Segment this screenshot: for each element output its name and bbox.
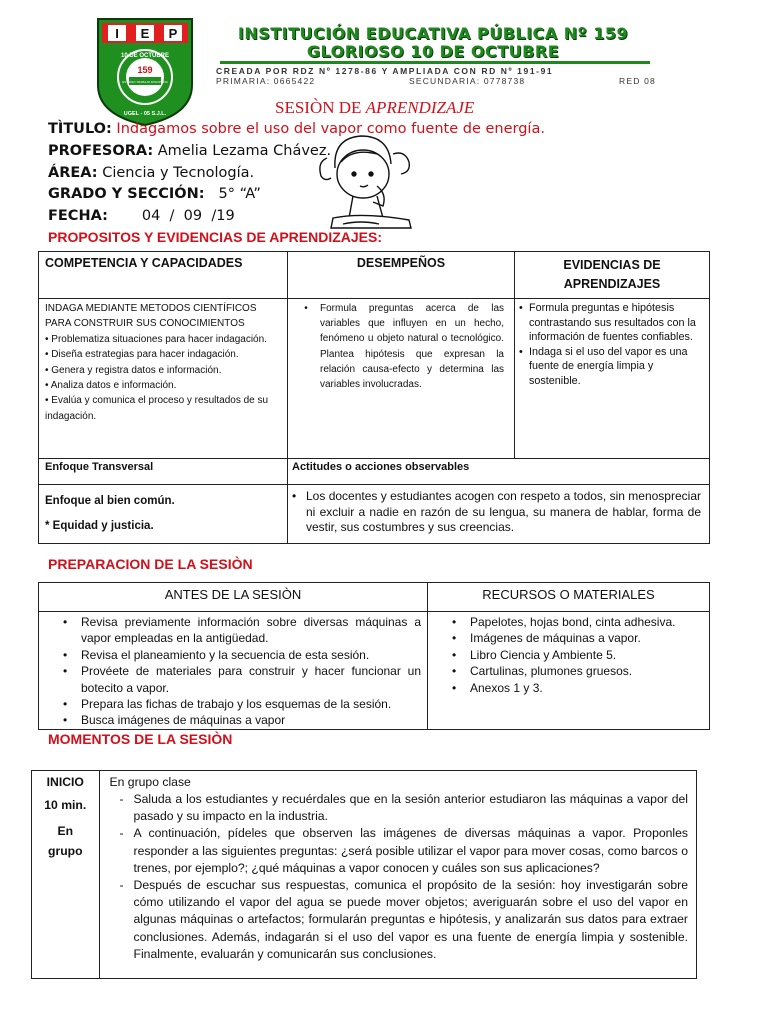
logo-letter-3: P — [168, 26, 178, 41]
titulo-line — [48, 121, 545, 137]
area-line — [48, 165, 254, 181]
evidencia-text: Indaga si el uso del vapor es una fuente de energía limpia y sostenible. — [529, 345, 688, 387]
titulo-label: TÌTULO: — [48, 121, 112, 137]
grupo-clase-label: En grupo clase — [109, 775, 191, 789]
competencia-cell — [39, 299, 288, 459]
logo-band: ESTUDIO TRABAJO DISCIPLINA — [122, 80, 168, 84]
inicio-step: - A continuación, pídeles que observen las imágenes de diversas máquinas a vapor. Proponles responder a las siguientes preguntas: ¿será posible utilizar el vapor para mover cosas, como barcos o trenes, por ejemplo?; ¿qué máquinas a vapor conocen y cuáles son sus aplicaciones? — [110, 825, 688, 877]
propositos-table — [38, 251, 710, 544]
capacidad-item: • Diseña estrategias para hacer indagación. — [45, 349, 239, 361]
antes-cell — [39, 612, 428, 730]
antes-item: • Busca imágenes de máquinas a vapor — [55, 712, 421, 728]
recurso-item: • Anexos 1 y 3. — [444, 680, 703, 696]
fecha-label: FECHA: — [48, 208, 108, 224]
page-title — [275, 98, 474, 118]
girl-thinking-illustration — [313, 128, 425, 232]
grado-line — [48, 186, 261, 202]
inicio-step: - Saluda a los estudiantes y recuérdales que en la sesión anterior estudiaron las máquinas a vapor del pasado y su impacto en la industria. — [110, 791, 688, 825]
fecha-value: 04 / 09 /19 — [141, 208, 235, 224]
evidencia-text: Formula preguntas e hipótesis contrastando sus resultados con la información de fuentes confiables. — [529, 302, 696, 344]
creation-decree: CREADA POR RDZ Nº 1278-86 Y AMPLIADA CON RD Nº 191-91 — [216, 66, 554, 76]
recurso-item: • Cartulinas, plumones gruesos. — [444, 663, 703, 679]
grado-value: 5° “A” — [218, 186, 261, 202]
inicio-group: En grupo — [48, 824, 83, 858]
capacidad-item: • Evalúa y comunica el proceso y resultados de su indagación. — [45, 395, 269, 422]
institution-name: INSTITUCIÓN EDUCATIVA PÚBLICA Nº 159 — [237, 24, 629, 43]
recurso-item: • Papelotes, hojas bond, cinta adhesiva. — [444, 614, 703, 630]
recursos-header: RECURSOS O MATERIALES — [428, 583, 710, 612]
propositos-heading: PROPOSITOS Y EVIDENCIAS DE APRENDIZAJES: — [48, 229, 383, 245]
enfoque-header: Enfoque Transversal — [39, 459, 288, 485]
secundaria-code: SECUNDARIA: 0778738 — [408, 76, 526, 86]
inicio-time: 10 min. — [44, 798, 87, 812]
titulo-value: Indagamos sobre el uso del vapor como fuente de energía. — [111, 121, 545, 137]
enfoque-bien-comun: Enfoque al bien común. — [45, 495, 175, 507]
desempenos-cell — [288, 299, 515, 459]
header-rule — [220, 61, 650, 64]
header-evidencias: EVIDENCIAS DE APRENDIZAJES — [515, 252, 710, 299]
profesora-line — [48, 143, 331, 159]
capacidad-item: • Analiza datos e información. — [45, 380, 177, 392]
title-part-1: SESIÒN DE — [275, 98, 366, 117]
logo-letter-2: E — [140, 26, 150, 41]
logo-number: 159 — [137, 65, 153, 75]
momentos-table — [31, 770, 697, 979]
actitud-item — [292, 489, 701, 536]
recurso-item: • Imágenes de máquinas a vapor. — [444, 630, 703, 646]
bullet-icon: • — [292, 489, 297, 503]
logo-motto: 10 DE OCTUBRE — [120, 53, 170, 59]
title-part-2: APRENDIZAJE — [365, 98, 475, 117]
actitud-text: Los docentes y estudiantes acogen con respeto a todos, sin menospreciar ni excluir a nadie en razón de su lengua, su manera de hablar, forma de vestir, sus costumbres y sus creencias. — [306, 489, 701, 535]
desempeno-item — [292, 301, 504, 392]
desempeno-text: Formula preguntas acerca de las variables que influyen en un hecho, fenómeno u objeto natural o tecnológico. Plantea hipótesis que expresan la relación causa-efecto y determina las variables involucradas. — [320, 303, 504, 391]
evidencia-item — [519, 301, 701, 345]
bullet-icon: • — [304, 303, 308, 314]
capacidad-item: • Problematiza situaciones para hacer indagación. — [45, 333, 267, 345]
fecha-line — [48, 208, 235, 224]
area-label: ÁREA: — [48, 165, 98, 181]
bullet-icon: • — [519, 302, 523, 314]
inicio-content — [99, 771, 696, 979]
profesora-value: Amelia Lezama Chávez. — [153, 143, 332, 159]
red-code: RED 08 — [619, 76, 656, 86]
antes-item: • Revisa previamente información sobre diversas máquinas a vapor empleadas en la antigüedad. — [55, 614, 421, 647]
recurso-item: • Libro Ciencia y Ambiente 5. — [444, 647, 703, 663]
actitud-cell — [288, 485, 710, 544]
antes-item: • Provéete de materiales para construir y hacer funcionar un botecito a vapor. — [55, 663, 421, 696]
antes-item: • Prepara las fichas de trabajo y los esquemas de la sesión. — [55, 696, 421, 712]
inicio-cell — [32, 771, 100, 979]
evidencia-item — [519, 345, 701, 389]
capacidad-item: • Genera y registra datos e información. — [45, 364, 222, 376]
logo-letter-1: I — [115, 26, 119, 41]
competencia-title: INDAGA MEDIANTE METODOS CIENTÍFICOS PARA CONSTRUIR SUS CONOCIMIENTOS — [45, 303, 257, 330]
inicio-label: INICIO — [46, 775, 84, 789]
antes-header: ANTES DE LA SESIÒN — [39, 583, 428, 612]
enfoque-equidad: * Equidad y justicia. — [45, 520, 154, 532]
profesora-label: PROFESORA: — [48, 143, 154, 159]
logo-ugel: UGEL - 05 S.J.L. — [123, 111, 167, 117]
preparacion-table — [38, 582, 710, 730]
header-competencia: COMPETENCIA Y CAPACIDADES — [39, 252, 288, 299]
actitudes-header: Actitudes o acciones observables — [288, 459, 710, 485]
inicio-step: - Después de escuchar sus respuestas, comunica el propósito de la sesión: hoy investigarán sobre cómo utilizando el vapor del agua se puede mover objetos; averiguarán sobre el uso del vapor en algunas máquinas o artefactos; formularán preguntas e hipótesis, y analizarán sus datos para extraer conclusiones. Además, indagarán si el uso del vapor es una fuente de energía limpia y sostenible. Finalmente, evaluarán y comunicarán sus conclusiones. — [110, 877, 688, 963]
recursos-cell — [428, 612, 710, 730]
bullet-icon: • — [519, 345, 523, 358]
school-logo — [94, 15, 196, 127]
institution-subtitle: GLORIOSO 10 DE OCTUBRE — [306, 42, 560, 61]
header-desempenos: DESEMPEÑOS — [288, 252, 515, 299]
grado-label: GRADO Y SECCIÓN: — [48, 186, 205, 202]
codes-line — [216, 76, 656, 86]
antes-item: • Revisa el planeamiento y la secuencia de esta sesión. — [55, 647, 421, 663]
evidencias-cell — [515, 299, 710, 459]
preparacion-heading: PREPARACION DE LA SESIÒN — [48, 556, 253, 572]
momentos-heading: MOMENTOS DE LA SESIÒN — [48, 731, 233, 747]
primaria-code: PRIMARIA: 0665422 — [216, 76, 316, 86]
enfoque-cell — [39, 485, 288, 544]
area-value: Ciencia y Tecnología. — [97, 165, 255, 181]
